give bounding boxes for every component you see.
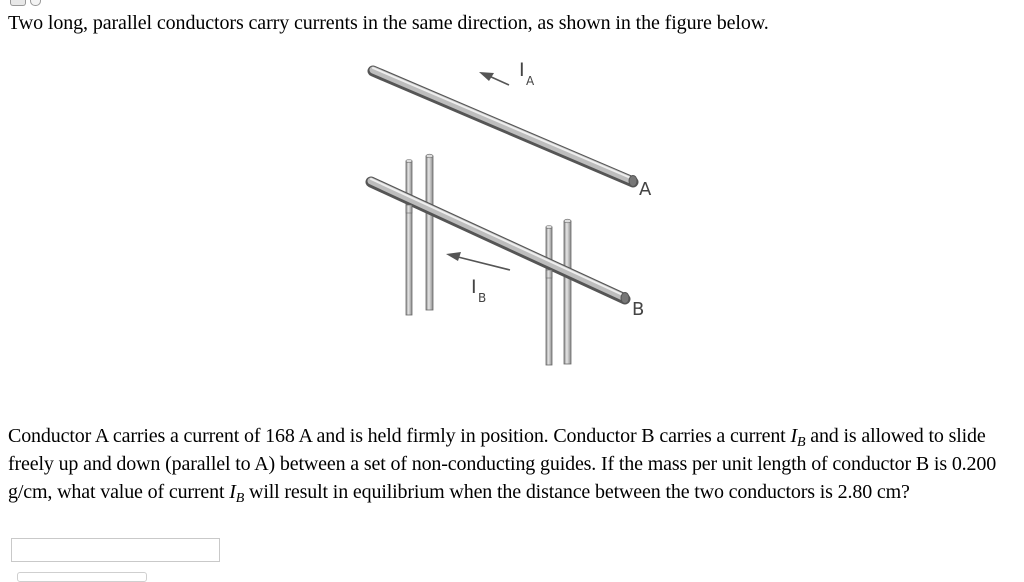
notes-icon[interactable] [10, 0, 26, 6]
conductors-figure [355, 55, 675, 375]
hint-icon[interactable] [30, 0, 41, 6]
question-part-2: and is allowed to slide freely up and down (parallel to A) between a set of non-conducting guides. If the mass per unit length of conductor B is 0.200 g/cm, what value of current [8, 425, 997, 503]
current-symbol: I [229, 481, 236, 503]
guide-rails-right [546, 219, 571, 365]
conductor-a [373, 68, 637, 187]
conductor-a-label: A [639, 179, 652, 200]
guide-front-segment [406, 205, 412, 213]
question-part-1: Conductor A carries a current of 168 A and is held firmly in position. Conductor B carries a current [8, 425, 791, 447]
current-subscript: B [235, 491, 245, 506]
conductor-b-label: B [632, 299, 645, 320]
current-a-subscript: A [526, 74, 535, 88]
current-subscript: B [796, 435, 806, 450]
question-part-3: will result in equilibrium when the distance between the two conductors is 2.80 cm? [244, 481, 910, 503]
current-arrow-a [479, 72, 509, 85]
submit-button[interactable] [17, 572, 147, 582]
guide-front-segment [546, 270, 552, 278]
question-text [8, 422, 1018, 506]
problem-intro: Two long, parallel conductors carry currents in the same direction, as shown in the figure below. [8, 12, 769, 34]
guide-rails-left [406, 154, 433, 315]
current-a-symbol: I [519, 59, 525, 81]
toolbar-icons [10, 0, 41, 6]
current-symbol: I [790, 425, 797, 447]
current-b-subscript: B [478, 291, 487, 305]
current-b-symbol: I [471, 276, 477, 298]
current-arrow-b [446, 252, 510, 270]
answer-input[interactable] [11, 538, 220, 562]
